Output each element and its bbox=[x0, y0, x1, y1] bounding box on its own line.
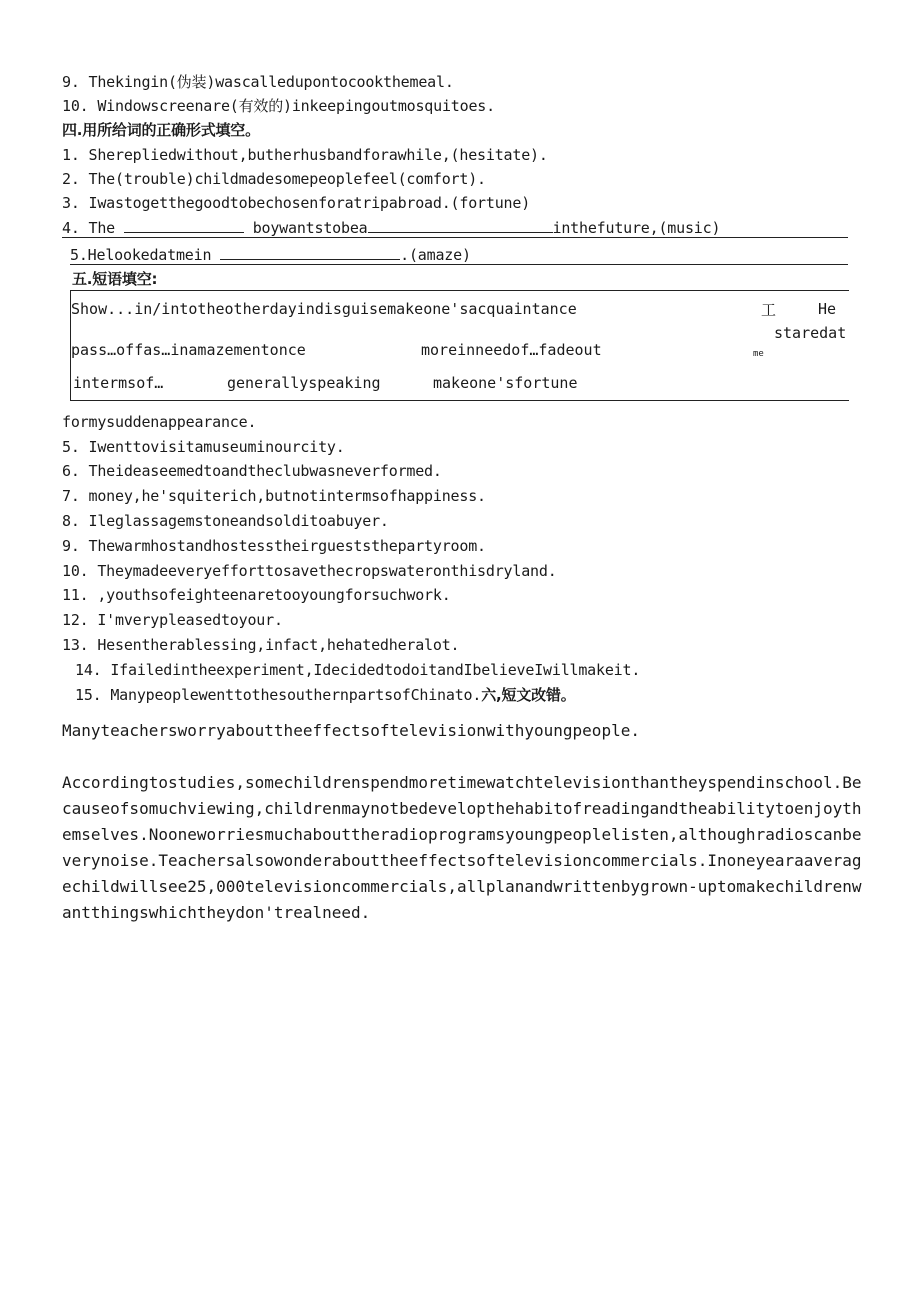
item-4-blank-2[interactable] bbox=[368, 218, 553, 233]
item-5-end: .(amaze) bbox=[400, 246, 471, 264]
section-4-item-2: 2. The(trouble)childmadesomepeoplefeel(comfort). bbox=[62, 170, 486, 188]
section-6-heading: 六,短文改错。 bbox=[481, 686, 576, 704]
section-5-item-8: 8. Ileglassagemstoneandsolditoabuyer. bbox=[62, 512, 389, 530]
section-4-item-3: 3. Iwastogetthegoodtobechosenforatripabroad.(fortune) bbox=[62, 194, 531, 212]
phrase-row-3b: generallyspeaking bbox=[227, 374, 381, 392]
phrase-he: He bbox=[818, 300, 837, 318]
section-4-heading: 四.用所给词的正确形式填空。 bbox=[62, 121, 260, 139]
phrase-row-3c: makeone'sfortune bbox=[433, 374, 578, 392]
section-5-item-11: 11. ,youthsofeighteenaretooyoungforsuchwork. bbox=[62, 586, 451, 604]
section-5-item-13: 13. Hesentherablessing,infact,hehatedheralot. bbox=[62, 636, 460, 654]
phrase-row-2a: pass…offas…inamazementonce bbox=[71, 341, 306, 359]
divider-line bbox=[70, 264, 848, 265]
phrase-glyph: 工 bbox=[761, 301, 777, 319]
section-4-item-5 bbox=[70, 245, 471, 264]
exercise-line-9: 9. Thekingin(伪装)wascalledupontocookthemeal. bbox=[62, 73, 454, 91]
item-4-start: 4. The bbox=[62, 219, 115, 237]
section-4-item-1: 1. Sherepliedwithout,butherhusbandforawhile,(hesitate). bbox=[62, 146, 548, 164]
item-5-start: 5.Helookedatmein bbox=[70, 246, 212, 264]
phrase-me: me bbox=[753, 349, 764, 359]
section-5-item-15 bbox=[75, 686, 576, 704]
exercise-line-10: 10. Windowscreenare(有效的)inkeepingoutmosquitoes. bbox=[62, 97, 495, 115]
phrase-bank-box bbox=[70, 290, 849, 401]
item-4-middle: boywantstobea bbox=[252, 219, 368, 237]
item-4-end: inthefuture,(music) bbox=[552, 219, 721, 237]
section-5-item-10: 10. Theymadeeveryefforttosavethecropswateronthisdryland. bbox=[62, 562, 557, 580]
section-5-item-12: 12. I'mverypleasedtoyour. bbox=[62, 611, 283, 629]
phrase-stared: staredat bbox=[774, 324, 847, 342]
phrase-row-3a: intermsof… bbox=[73, 374, 164, 392]
section-5-heading: 五.短语填空: bbox=[72, 270, 158, 288]
section-5-item-9: 9. Thewarmhostandhostesstheirgueststhepartyroom. bbox=[62, 537, 486, 555]
phrase-row-2b: moreinneedof…fadeout bbox=[421, 341, 602, 359]
item-4-blank-1[interactable] bbox=[124, 218, 244, 233]
section-5-item-6: 6. Theideaseemedtoandtheclubwasneverformed. bbox=[62, 462, 442, 480]
section-5-item-7: 7. money,he'squiterich,butnotintermsofhappiness. bbox=[62, 487, 486, 505]
section-5-item-14: 14. Ifailedintheexperiment,IdecidedtodoitandIbelieveIwillmakeit. bbox=[75, 661, 641, 679]
section-4-item-4 bbox=[62, 218, 720, 237]
item-15-text: 15. ManypeoplewenttothesouthernpartsofChinato. bbox=[75, 686, 482, 704]
section-5-item-5: 5. Iwenttovisitamuseuminourcity. bbox=[62, 438, 345, 456]
item-5-blank[interactable] bbox=[220, 245, 400, 260]
passage-paragraph-2: Accordingtostudies,somechildrenspendmoretimewatchtelevisionthantheyspendinschool.Becauseofsomuchviewing,childrenmaynotbedevelopthehabitofreadingandtheabilitytoenjoythemselves.Nooneworriesmuchabouttheradioprogramsyoungpeoplelisten,althoughradioscanbeverynoise.Teachersalsowonderabouttheeffectsoftelevisioncommercials.Inoneyearaaveragechildwillsee25,000televisioncommercials,allplanandwrittenbygrown-uptomakechildrenwantthingswhichtheydon'trealneed. bbox=[62, 773, 862, 922]
phrase-row-1: Show...in/intotheotherdayindisguisemakeone'sacquaintance bbox=[71, 300, 577, 318]
divider-line bbox=[62, 237, 848, 238]
section-5-continuation: formysuddenappearance. bbox=[62, 413, 257, 431]
passage-paragraph-1: Manyteachersworryabouttheeffectsoftelevisionwithyoungpeople. bbox=[62, 721, 640, 740]
